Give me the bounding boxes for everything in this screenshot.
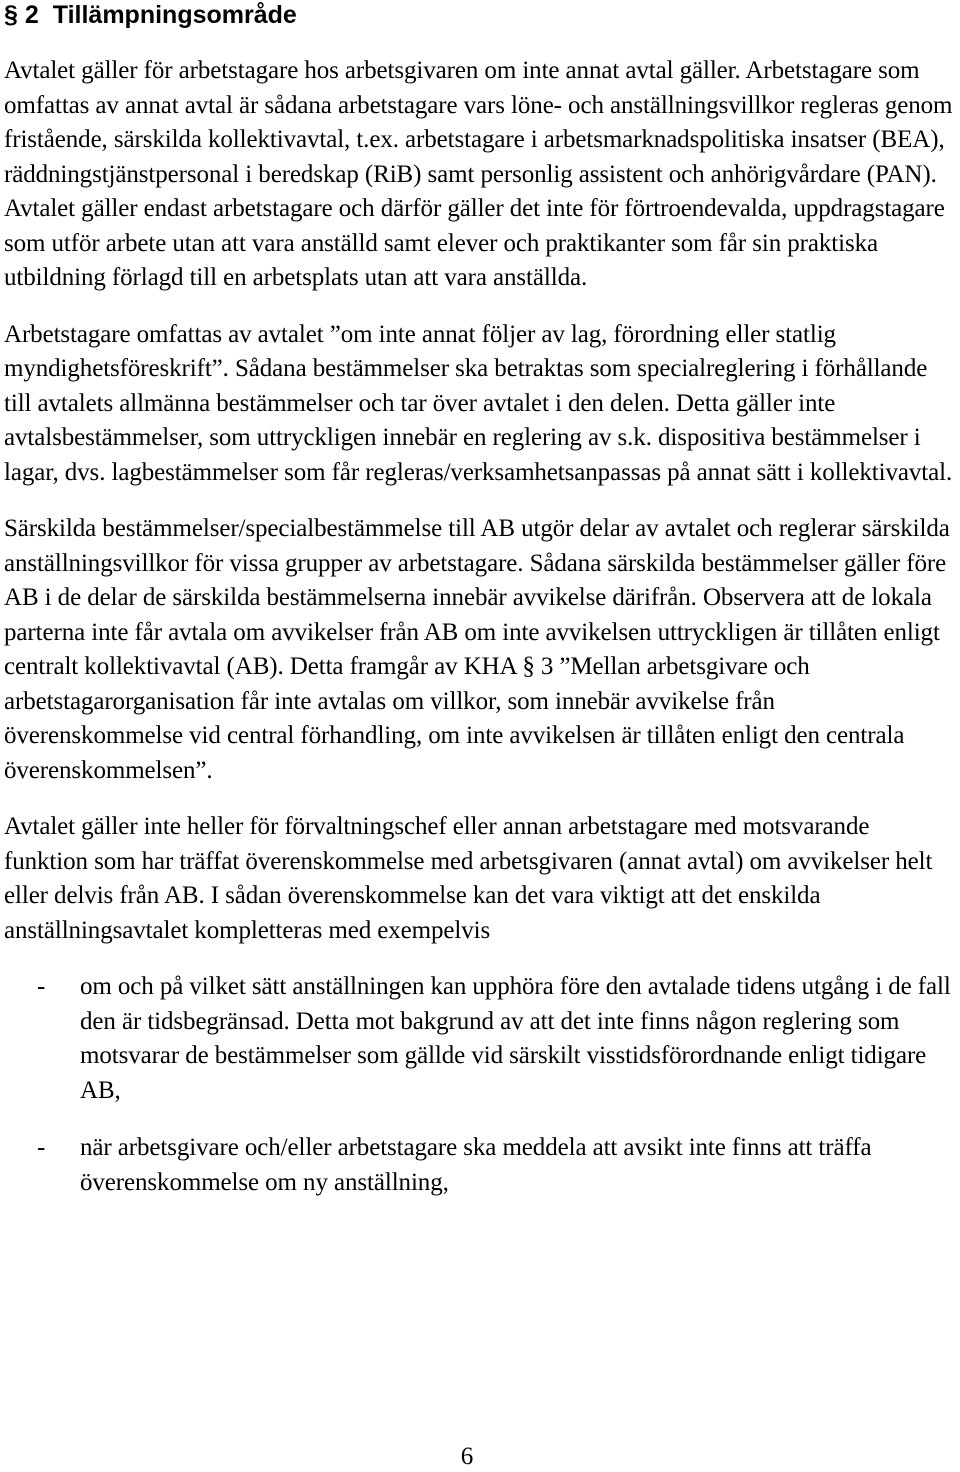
list-marker: - [37, 1134, 46, 1161]
paragraph-law-precedence: Arbetstagare omfattas av avtalet ”om inte annat följer av lag, förordning eller statlig myndighetsföreskrift”. Sådana bestämmelser ska betraktas som specialreglering i förhållande till avtalets allmänna bestämmelser och tar över avtalet i den delen. Detta gäller inte avtalsbestämmelser, som uttryckligen innebär en reglering av s.k. dispositiva bestämmelser i lagar, dvs. lagbestämmelser som får regleras/verksamhetsanpassas på annat sätt i kollektivavtal. [4, 320, 953, 486]
paragraph-scope: Avtalet gäller för arbetstagare hos arbetsgivaren om inte annat avtal gäller. Arbetstagare som omfattas av annat avtal är sådana arbetstagare vars löne- och anställningsvillkor regleras genom fristående, särskilda kollektivavtal, t.ex. arbetstagare i arbetsmarknadspolitiska insatser (BEA), räddningstjänstpersonal i beredskap (RiB) samt personlig assistent och anhörigvårdare (PAN). [4, 57, 953, 188]
section-number: § 2 [4, 1, 39, 29]
section-body [4, 54, 958, 1200]
paragraph-management-exception: Avtalet gäller inte heller för förvaltningschef eller annan arbetstagare med motsvarande funktion som har träffat överenskommelse med arbetsgivaren (annat avtal) om avvikelser helt eller delvis från AB. I sådan överenskommelse kan det vara viktigt att det enskilda anställningsavtalet kompletteras med exempelvis [4, 813, 933, 944]
paragraph-special-provisions: Särskilda bestämmelser/specialbestämmelse till AB utgör delar av avtalet och reglerar särskilda anställningsvillkor för vissa grupper av arbetstagare. Sådana särskilda bestämmelser gäller före AB i de delar de särskilda bestämmelserna innebär avvikelse därifrån. Observera att de lokala parterna inte får avtala om avvikelser från AB om inte avvikelsen uttryckligen är tillåten enligt centralt kollektivavtal (AB). Detta framgår av KHA § 3 ”Mellan arbetsgivare och arbetstagarorganisation får inte avtalas om villkor, som innebär avvikelse från överenskommelse vid central förhandling, om inte avvikelsen är tillåten enligt den centrala överenskommelsen”. [4, 515, 950, 784]
list-item-text: när arbetsgivare och/eller arbetstagare ska meddela att avsikt inte finns att träffa överenskommelse om ny anställning, [80, 1134, 872, 1196]
section-title: Tillämpningsområde [52, 1, 297, 29]
list-item-text: om och på vilket sätt anställningen kan upphöra före den avtalade tidens utgång i de fall den är tidsbegränsad. Detta mot bakgrund av att det inte finns någon reglering som motsvarar de bestämmelser som gällde vid särskilt visstidsförordnande enligt tidigare AB, [80, 973, 951, 1104]
paragraph-exclusions: Avtalet gäller endast arbetstagare och därför gäller det inte för förtroendevalda, uppdragstagare som utför arbete utan att vara anställd samt elever och praktikanter som får sin praktiska utbildning förlagd till en arbetsplats utan att vara anställda. [4, 195, 945, 291]
page-number: 6 [460, 1443, 474, 1470]
section-heading [4, 0, 958, 30]
list-item [4, 970, 958, 1108]
list-marker: - [37, 973, 46, 1000]
example-list [4, 970, 958, 1200]
list-item [4, 1131, 958, 1200]
